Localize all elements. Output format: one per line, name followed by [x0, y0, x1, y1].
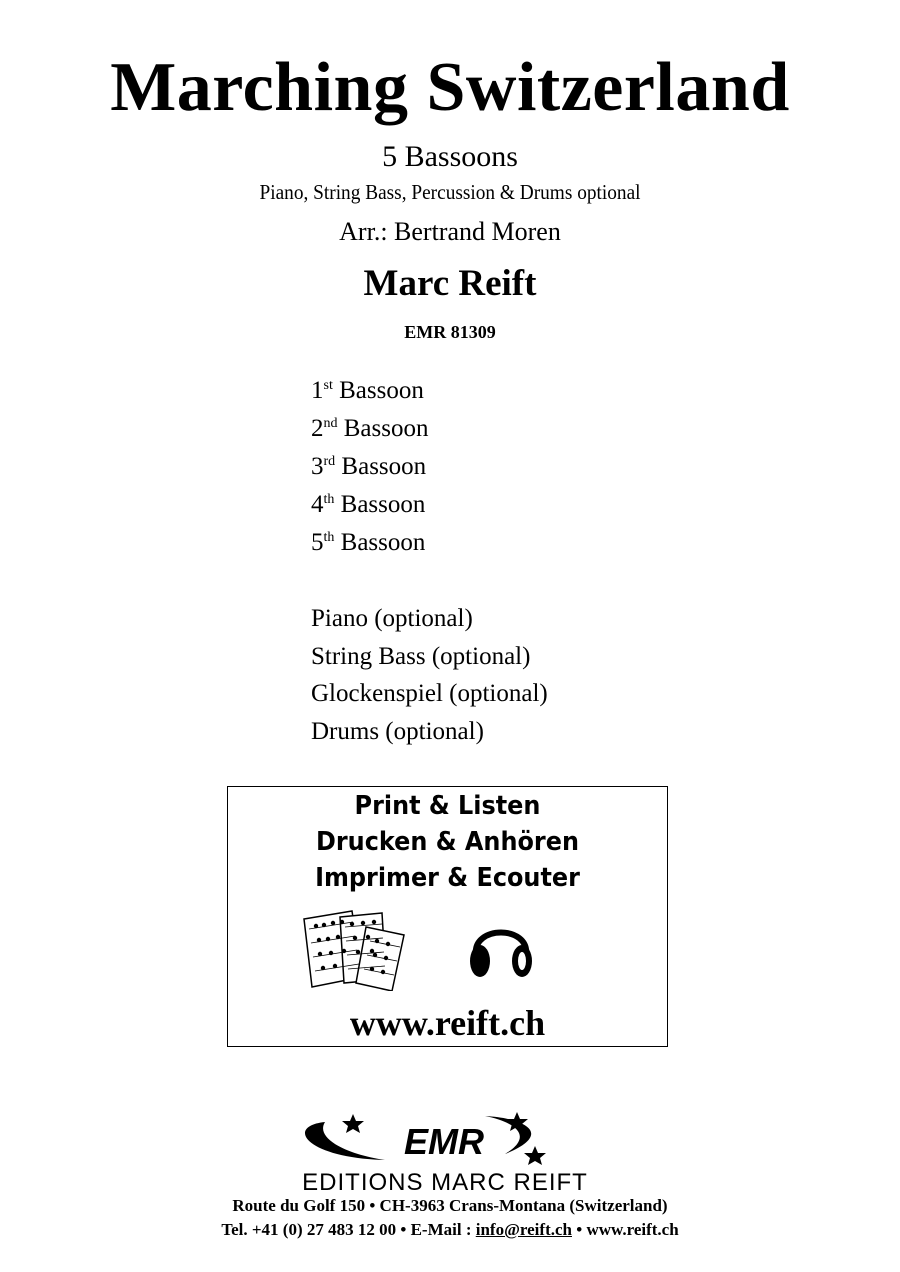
email-link[interactable]: info@reift.ch	[475, 1220, 572, 1239]
publisher-address: Route du Golf 150 • CH-3963 Crans-Montana (Switzerland)	[232, 1196, 668, 1215]
publisher-contact: Tel. +41 (0) 27 483 12 00 • E-Mail : info@reift.ch • www.reift.ch	[221, 1220, 679, 1239]
emr-logo	[255, 1108, 635, 1196]
composer: Marc Reift	[363, 263, 537, 304]
list-item: 2nd Bassoon	[311, 415, 429, 442]
list-item: 5th Bassoon	[311, 529, 426, 556]
publisher-tel: Tel. +41 (0) 27 483 12 00	[221, 1220, 397, 1239]
list-item: 4th Bassoon	[311, 491, 426, 518]
list-item: String Bass (optional)	[311, 642, 531, 670]
catalog-number: EMR 81309	[404, 322, 496, 342]
website-link[interactable]: www.reift.ch	[586, 1220, 679, 1239]
email-label: E-Mail :	[410, 1220, 472, 1239]
subtitle: 5 Bassoons	[382, 140, 518, 173]
sheet-music-icon	[300, 909, 412, 991]
logo-emr-text: EMR	[404, 1121, 484, 1162]
optional-parts-list	[311, 600, 548, 750]
parts-list	[311, 372, 428, 562]
arranger: Arr.: Bertrand Moren	[339, 217, 561, 246]
promo-line-de: Drucken & Anhören	[316, 827, 579, 857]
print-listen-box	[227, 786, 668, 1047]
page-title: Marching Switzerland	[110, 49, 790, 126]
logo-name-text: EDITIONS MARC REIFT	[302, 1169, 588, 1196]
promo-url: www.reift.ch	[349, 1003, 546, 1043]
list-item: Drums (optional)	[311, 717, 484, 745]
instrumentation-note: Piano, String Bass, Percussion & Drums optional	[259, 180, 641, 204]
headphones-icon	[466, 911, 536, 983]
list-item: 3rd Bassoon	[311, 453, 427, 480]
list-item: Piano (optional)	[311, 605, 473, 632]
list-item: 1st Bassoon	[311, 377, 424, 404]
promo-line-en: Print & Listen	[354, 791, 541, 821]
promo-line-fr: Imprimer & Ecouter	[315, 863, 580, 893]
list-item: Glockenspiel (optional)	[311, 680, 548, 707]
